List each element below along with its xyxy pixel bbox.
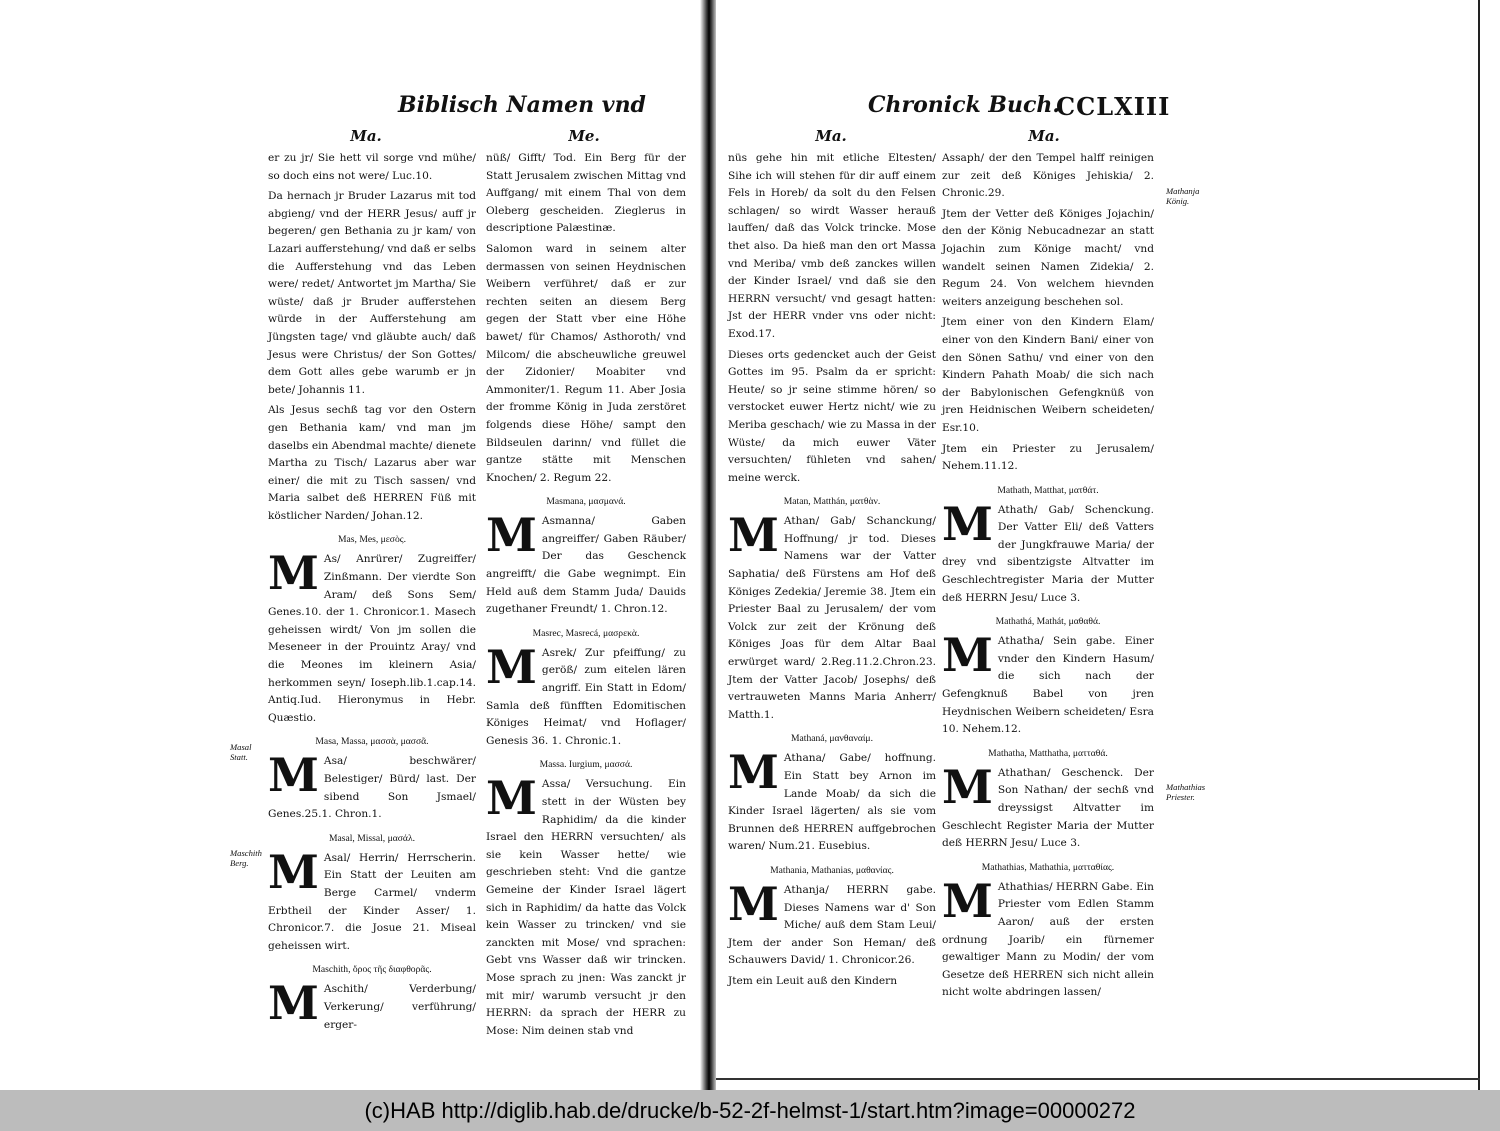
entry-paragraph (728, 876, 936, 970)
entry-heading: Mathania, Mathanias, μαθανίας. (770, 864, 894, 876)
drop-cap: M (268, 748, 319, 803)
entry-text: Athathan/ Geschenck. Der Son Nathan/ der sechß vnd dreyssigst Altvatter im Geschlecht Register Maria der Mutter deß HERRN Jesu/ Luce 3. (942, 766, 1154, 850)
entry-heading: Mathathias, Mathathia, ματταθίας. (981, 861, 1115, 873)
margin-note-maschith: Maschith Berg. (230, 848, 262, 868)
right-page (716, 0, 1500, 1090)
body-paragraph: Salomon ward in seinem alter dermassen von seinen Heydnischen Weibern verführet/ daß er zur rechten seiten an diesem Berg gegen der Statt vber eine Höhe bawet/ für Chamos/ Asthoroth/ vnd Milcom/ die abscheuwliche greuwel der Zidonier/ Moabiter vnd Ammoniter/1. Regum 11. Aber Josia der fromme König in Juda zerstöret folgends diese Höhe/ sampt den Bildseulen darinn/ vnd füllet die gantze stätte mit Menschen Knochen/ 2. Regum 22. (486, 242, 686, 484)
margin-note-masal: Masal Statt. (230, 742, 252, 762)
drop-cap: M (728, 745, 779, 800)
entry-heading: Masmana, μασμανά. (546, 496, 626, 508)
entry-text: Athan/ Gab/ Schanckung/ Hoffnung/ jr tod. Dieses Namens war der Vatter Saphatia/ deß Fürstens am Hof deß Königes Zedekia/ Jeremie 38. Jtem ein Priester Baal zu Jerusalem/ der vom Volck zur zeit der Krönung deß Königes Joas für dem Altar Baal erwürget ward/ 2.Reg.11.2.Chron.23. Jtem der Vatter Jacob/ Josephs/ deß vertrauweten Manns Maria Anherr/ Matth.1. (728, 515, 936, 721)
entry-paragraph (728, 508, 936, 724)
entry-heading: Masal, Missal, μασάλ. (328, 832, 416, 844)
page-edge-line (1478, 0, 1480, 1090)
entry-text: Athana/ Gabe/ hoffnung. Ein Statt bey Arnon im Lande Moab/ da sich die Kinder Israel lägerten/ als sie vom Brunnen deß HERREN auffgebrochen waren/ Num.21. Eusebius. (728, 752, 936, 853)
copyright-footer: (c)HAB http://diglib.hab.de/drucke/b-52-2f-helmst-1/start.htm?image=00000272 (0, 1090, 1500, 1131)
right-col1-head: Ma. (815, 127, 847, 145)
right-col2-head: Ma. (1028, 127, 1060, 145)
entry-heading: Mathathá, Mathát, μαθαθά. (995, 616, 1101, 628)
page-bottom-rule (716, 1078, 1480, 1080)
body-paragraph: nüs gehe hin mit etliche Eltesten/ Sihe ich will stehen für dir auff einem Fels in Horeb/ da solt du den Felsen schlagen/ so wirdt Wasser herauß lauffen/ daß das Volck trincke. Mose thet also. Da hieß man den ort Massa vnd Meriba/ vmb deß zanckes willen der Kinder Israel/ vnd daß sie den HERRN versucht/ vnd gesagt hatten: Jst der HERR vnder vns oder nicht: Exod.17. (728, 152, 936, 340)
drop-cap: M (942, 628, 993, 683)
entry-paragraph (268, 546, 476, 727)
drop-cap: M (268, 976, 319, 1031)
right-column-1 (728, 150, 936, 994)
entry-heading: Massa. Iurgium, μασσά. (539, 759, 633, 771)
entry-text: Athatha/ Sein gabe. Einer vnder den Kindern Hasum/ die sich nach der Gefengknuß Babel von jren Heydnischen Weibern scheideten/ Esra 10. Nehem.12. (942, 635, 1154, 736)
margin-note-mathanja: Mathanja König. (1166, 186, 1200, 206)
left-column-1 (268, 150, 476, 1037)
entry-heading: Maschith, ὅρος τῆς διαφθορᾶς. (312, 964, 432, 976)
entry-heading: Masrec, Masrecá, μασρεκὰ. (532, 627, 640, 639)
drop-cap: M (486, 639, 537, 694)
drop-cap: M (728, 508, 779, 563)
drop-cap: M (728, 876, 779, 931)
body-paragraph: Jtem ein Leuit auß den Kindern (728, 974, 898, 987)
entry-paragraph (728, 745, 936, 856)
drop-cap: M (486, 771, 537, 826)
body-paragraph: Da hernach jr Bruder Lazarus mit tod abgieng/ vnd der HERR Jesus/ auff jr begeren/ gen Bethania zu jr kam/ von Lazari aufferstehung/ vnd daß er selbs die Aufferstehung vnd das Leben were/ redet/ Antwortet jm Martha/ Sie wüste/ daß jr Bruder aufferstehen würde in der Aufferstehung am Jüngsten tage/ vnd gläubte auch/ daß Jesus were Christus/ der Son Gottes/ dem Gott alles gebe warumb er jn bete/ Johannis 11. (268, 190, 476, 396)
body-paragraph: Jtem einer von den Kindern Elam/ einer von den Kindern Bani/ einer von den Sönen Sathu/ vnd einer von den Kindern Pahath Moab/ die sich nach der Babylonischen Gefengknüß von jren Heidnischen Weibern scheideten/ Esr.10. (942, 316, 1154, 434)
entry-paragraph (268, 748, 476, 823)
entry-text: Athanja/ HERRN gabe. Dieses Namens war d' Son Miche/ auß dem Stam Leui/ Jtem der ander Son Heman/ deß Schauwers David/ 1. Chronicor.26. (728, 883, 936, 967)
body-paragraph: Als Jesus sechß tag vor den Ostern gen Bethania kam/ vnd man jm daselbs ein Abendmal machte/ dienete Martha zu Tisch/ Lazarus aber war einer/ die mit zu Tisch sassen/ vnd Maria salbet deß HERREN Füß mit köstlicher Narden/ Johan.12. (268, 404, 476, 522)
entry-heading: Masa, Massa, μασσὰ, μασσᾶ. (315, 736, 429, 748)
margin-note-mathathias: Mathathias Priester. (1166, 782, 1206, 802)
body-paragraph: nüß/ Gifft/ Tod. Ein Berg für der Statt Jerusalem zwischen Mittag vnd Auffgang/ mit einem Thal von dem Oleberg gescheiden. Zieglerus in descriptione Palæstinæ. (486, 152, 686, 235)
entry-paragraph (486, 639, 686, 751)
body-paragraph: er zu jr/ Sie hett vil sorge vnd mühe/ so doch eins not were/ Luc.10. (268, 152, 476, 182)
entry-paragraph (268, 976, 476, 1034)
entry-paragraph (942, 759, 1154, 853)
entry-text: Asa/ beschwärer/ Belestiger/ Bürd/ last. Der sibend Son Jsmael/ Genes.25.1. Chron.1. (268, 755, 476, 821)
body-paragraph: Assaph/ der den Tempel halff reinigen zur zeit deß Königes Jehiskia/ 2. Chronic.29. (942, 152, 1154, 200)
entry-text: Aschith/ Verderbung/ Verkerung/ verführung/ erger- (323, 983, 476, 1031)
entry-text: Athath/ Gab/ Schenckung. Der Vatter Eli/ deß Vatters der Jungkfrauwe Maria/ der drey vnd sibentzigste Altvatter im Geschlechtregister Maria der Mutter deß HERRN Jesu/ Luce 3. (942, 503, 1154, 604)
entry-paragraph (942, 496, 1154, 608)
entry-paragraph (942, 628, 1154, 739)
entry-paragraph (942, 873, 1155, 1002)
right-column-2 (942, 150, 1154, 1005)
entry-heading: Mathatha, Matthatha, ματταθά. (988, 747, 1108, 759)
entry-text: Athathias/ HERRN Gabe. Ein Priester vom Edlen Stamm Aaron/ auß der ersten ordnung Joarib/ ein fürnemer gewaltiger Mann zu Modin/ der vom Gesetze deß HERREN sich nicht allein nicht wolte abdringen lassen/ (942, 880, 1155, 999)
left-column-2 (486, 150, 686, 1043)
entry-text: Asrek/ Zur pfeiffung/ zu geröß/ zum eitelen lären angriff. Ein Statt in Edom/ Samla deß fünfften Edomitischen Königes Heimat/ vnd Hoflager/ Genesis 36. 1. Chronic.1. (486, 646, 686, 747)
entry-text: Assa/ Versuchung. Ein stett in der Wüsten bey Raphidim/ da die kinder Israel den HERRN versuchten/ als sie kein Wasser hette/ wie geschrieben steht: Vnd die gantze Gemeine der Kinder Israel lägert sich in Raphidim/ da hatte das Volck kein Wasser zu trincken/ vnd sie zanckten mit Mose/ vnd sprachen: Gebt vns Wasser daß wir trincken. Mose sprach zu jnen: Was zanckt jr mit mir/ warumb versucht jr den HERRN: da sprach der HERR zu Mose: Nim deinen stab vnd (486, 778, 686, 1037)
entry-heading: Mathath, Matthat, ματθάτ. (997, 484, 1099, 496)
entry-heading: Matan, Matthán, ματθὰν. (783, 496, 881, 508)
left-running-header: Biblisch Namen vnd (398, 92, 646, 118)
right-running-header: Chronick Buch. (868, 92, 1061, 118)
entry-paragraph (486, 771, 686, 1040)
entry-text: Asal/ Herrin/ Herrscherin. Ein Statt der Leuiten am Berge Carmel/ vnderm Erbtheil der Kinder Asser/ 1. Chronicor.7. die Josue 21. Miseal geheissen wirt. (268, 851, 476, 952)
left-col1-head: Ma. (350, 127, 382, 145)
body-paragraph: Jtem der Vetter deß Königes Jojachin/ den der König Nebucadnezar an statt Jojachin zum Könige macht/ vnd wandelt seinen Namen Zidekia/ 2. Regum 24. Von welchem hievnden weiters anzeigung beschehen sol. (942, 207, 1154, 308)
entry-paragraph (486, 508, 686, 619)
drop-cap: M (486, 508, 537, 563)
entry-heading: Mathaná, μανθαναίμ. (791, 733, 873, 745)
left-col2-head: Me. (568, 127, 600, 145)
folio-number: CCLXIII (1056, 92, 1171, 121)
drop-cap: M (942, 496, 993, 551)
left-page (0, 0, 708, 1090)
drop-cap: M (942, 759, 993, 814)
entry-heading: Mas, Mes, μεσὸς. (338, 534, 406, 546)
body-paragraph: Jtem ein Priester zu Jerusalem/ Nehem.11.12. (942, 442, 1154, 473)
entry-paragraph (268, 844, 476, 956)
drop-cap: M (942, 873, 993, 928)
body-paragraph: Dieses orts gedencket auch der Geist Gottes im 95. Psalm da er spricht: Heute/ so jr seine stimme hören/ so verstocket euwer Hertz nicht/ wie zu Meriba geschach/ wie zu Massa in der Wüste/ da mich euwer Väter versuchten/ fühleten vnd sahen/ meine werck. (728, 348, 936, 484)
entry-text: Asmanna/ Gaben angreiffer/ Gaben Räuber/ Der das Geschenck angreifft/ die Gabe wegnimpt. Ein Held auß dem Stamm Juda/ Dauids zugethaner Freundt/ 1. Chron.12. (486, 515, 686, 616)
entry-text: As/ Anrürer/ Zugreiffer/ Zinßmann. Der vierdte Son Aram/ deß Sons Sem/ Genes.10. der 1. Chronicor.1. Masech geheissen wirdt/ Von jm sollen die Meseneer in der Prouintz Aray/ vnd die Meones im kleinern Asia/ herkommen seyn/ Ioseph.lib.1.cap.14. Antiq.Iud. Hieronymus in Hebr. Quæstio. (268, 553, 476, 724)
drop-cap: M (268, 844, 319, 899)
drop-cap: M (268, 546, 319, 601)
